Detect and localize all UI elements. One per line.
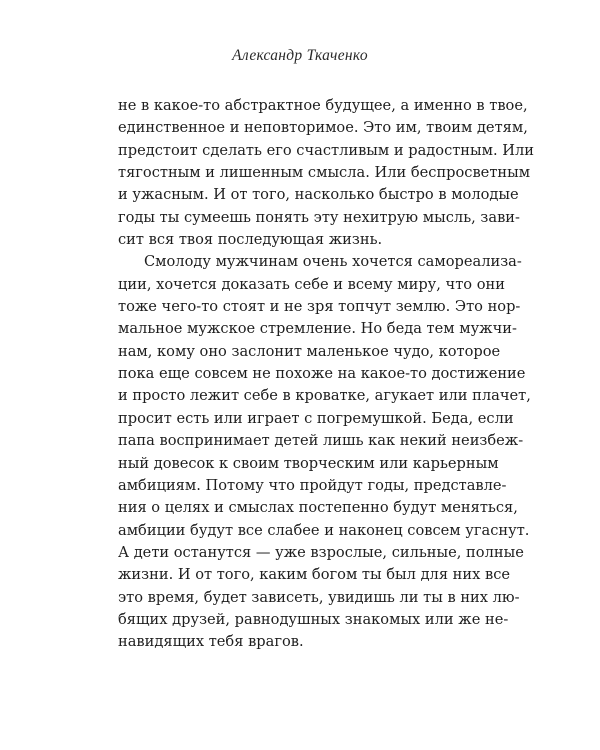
text-line: тоже чего-то стоят и не зря топчут землю. Это нор- bbox=[118, 298, 521, 316]
text-line: А дети останутся — уже взрослые, сильные, полные bbox=[118, 543, 524, 561]
text-line: бящих друзей, равнодушных знакомых или же не- bbox=[118, 610, 509, 628]
text-line: и просто лежит себе в кроватке, агукает или плачет, bbox=[118, 387, 531, 405]
text-line: пока еще совсем не похоже на какое-то достижение bbox=[118, 365, 526, 383]
paragraph-end-line: сит вся твоя последующая жизнь. bbox=[118, 231, 383, 249]
text-line: папа воспринимает детей лишь как некий неизбеж- bbox=[118, 432, 524, 450]
text-line: и ужасным. И от того, насколько быстро в молодые bbox=[118, 186, 519, 204]
text-line: это время, будет зависеть, увидишь ли ты в них лю- bbox=[118, 588, 520, 606]
text-line: предстоит сделать его счастливым и радостным. Или bbox=[118, 141, 535, 159]
text-line: годы ты сумеешь понять эту нехитрую мысль, зави- bbox=[118, 208, 520, 226]
text-line: мальное мужское стремление. Но беда тем мужчи- bbox=[118, 320, 517, 338]
paragraph-first-line: Смолоду мужчинам очень хочется самореализа- bbox=[144, 253, 522, 271]
text-line: тягостным и лишенным смысла. Или беспросветным bbox=[118, 164, 531, 182]
text-line: ния о целях и смыслах постепенно будут меняться, bbox=[118, 499, 518, 517]
text-line: ции, хочется доказать себе и всему миру, что они bbox=[118, 275, 505, 293]
text-line: единственное и неповторимое. Это им, твоим детям, bbox=[118, 119, 528, 137]
text-line: нам, кому оно заслонит маленькое чудо, которое bbox=[118, 342, 501, 360]
body-text bbox=[118, 95, 535, 654]
text-line: просит есть или играет с погремушкой. Беда, если bbox=[118, 409, 514, 427]
text-line: ный довесок к своим творческим или карьерным bbox=[118, 454, 499, 472]
text-line: не в какое-то абстрактное будущее, а именно в твое, bbox=[118, 97, 528, 114]
text-line: жизни. И от того, каким богом ты был для них все bbox=[118, 566, 511, 584]
paragraph-end-line: навидящих тебя врагов. bbox=[118, 633, 304, 651]
text-line: амбиции будут все слабее и наконец совсем угаснут. bbox=[118, 521, 530, 539]
running-header-author: Александр Ткаченко bbox=[232, 47, 368, 64]
text-line: амбициям. Потому что пройдут годы, представле- bbox=[118, 476, 507, 494]
